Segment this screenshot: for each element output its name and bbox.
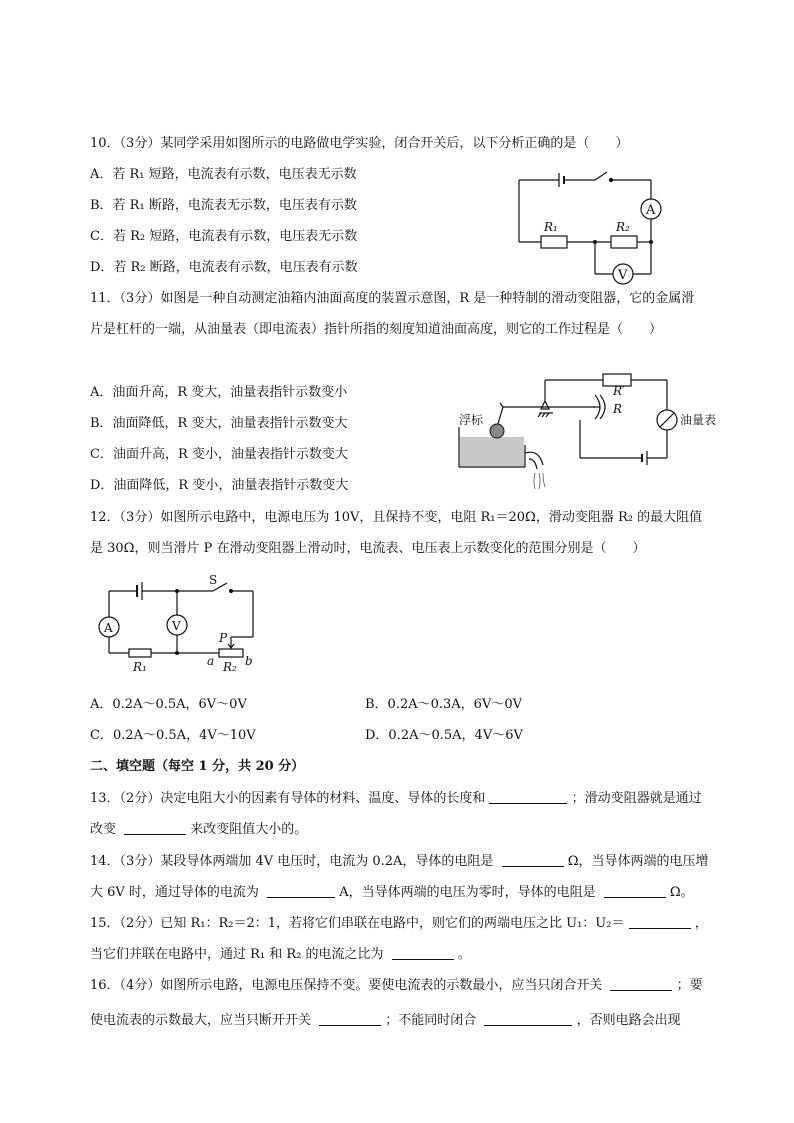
- q12-option-d[interactable]: D．0.2A～0.5A，4V～6V: [365, 728, 523, 743]
- q11-option-d[interactable]: D．油面降低，R 变小，油量表指针示数变大: [90, 478, 349, 493]
- q14-text-1: 14．（3分）某段导体两端加 4V 电压时，电流为 0.2A，导体的电阻是: [90, 854, 494, 869]
- q11-option-b[interactable]: B．油面降低，R 变大，油量表指针示数变大: [90, 416, 348, 431]
- q13-blank-2[interactable]: [124, 820, 186, 835]
- q15-line2: [90, 945, 471, 964]
- q16-blank-1[interactable]: [610, 976, 672, 991]
- q11-meter-label: 油量表: [680, 413, 717, 427]
- q10-ammeter-label: A: [646, 203, 656, 218]
- q14-blank-1[interactable]: [502, 852, 564, 867]
- q15-text-2: ，: [694, 916, 708, 931]
- q11-oil-gauge-figure: [455, 375, 725, 495]
- q12-stem-line2: 是 30Ω，则当滑片 P 在滑动变阻器上滑动时，电流表、电压表上示数变化的范围分别是（ ）: [90, 541, 646, 556]
- q13-text-3: 改变: [90, 822, 117, 837]
- q15-text-3: 当它们并联在电路中，通过 R₁ 和 R₂ 的电流之比为: [90, 947, 384, 962]
- q12-b-end-label: b: [245, 654, 253, 668]
- q11-option-c[interactable]: C．油面升高，R 变小，油量表指针示数变大: [90, 447, 348, 462]
- q10-r2-label: R₂: [616, 220, 630, 234]
- q14-text-2: Ω，当导体两端的电压增: [567, 854, 709, 869]
- q10-r1-label: R₁: [544, 220, 558, 234]
- q13-text-4: 来改变阻值大小的。: [190, 822, 308, 837]
- q16-line2: [90, 1011, 681, 1030]
- q12-r1-label: R₁: [133, 660, 147, 674]
- q14-blank-2[interactable]: [267, 883, 335, 898]
- q16-text-3: 使电流表的示数最大，应当只断开开关: [90, 1013, 312, 1028]
- q12-ammeter-label: A: [104, 621, 113, 635]
- q16-text-2: ；要: [676, 978, 703, 993]
- q14-text-5: Ω。: [669, 885, 694, 900]
- q12-circuit-figure: [95, 575, 265, 675]
- q15-text-4: 。: [457, 947, 471, 962]
- q12-r2-label: R₂: [223, 660, 237, 674]
- q10-stem: 10．（3分）某同学采用如图所示的电路做电学实验，闭合开关后，以下分析正确的是（ ）: [90, 136, 629, 151]
- q12-switch-label: S: [209, 573, 218, 587]
- q10-option-d[interactable]: D．若 R₂ 断路，电流表有示数，电压表有示数: [90, 260, 358, 275]
- q13-line1: [90, 789, 702, 808]
- q12-option-b[interactable]: B．0.2A～0.3A，6V～0V: [365, 697, 522, 712]
- q16-blank-3[interactable]: [484, 1011, 572, 1026]
- q12-a-end-label: a: [207, 654, 215, 668]
- q12-option-c[interactable]: C．0.2A～0.5A，4V～10V: [90, 728, 256, 743]
- q11-r-label: R: [613, 402, 623, 416]
- q12-voltmeter-label: V: [172, 619, 181, 633]
- q14-text-4: A，当导体两端的电压为零时，导体的电阻是: [339, 885, 596, 900]
- q16-line1: [90, 976, 703, 995]
- q11-stem-line1: 11．（3分）如图是一种自动测定油箱内油面高度的装置示意图，R 是一种特制的滑动变阻器，它的金属滑: [90, 291, 695, 306]
- q16-text-1: 16．（4分）如图所示电路，电源电压保持不变。要使电流表的示数最小，应当只闭合开关: [90, 978, 603, 993]
- q15-line1: [90, 914, 708, 933]
- q11-option-a[interactable]: A．油面升高，R 变大，油量表指针示数变小: [90, 385, 348, 400]
- q13-line2: [90, 820, 307, 839]
- q14-blank-3[interactable]: [604, 883, 666, 898]
- q12-p-label: P: [219, 631, 228, 645]
- q14-line2: [90, 883, 694, 902]
- q12-option-a[interactable]: A．0.2A～0.5A，6V～0V: [90, 697, 247, 712]
- q10-option-c[interactable]: C．若 R₂ 短路，电流表有示数，电压表无示数: [90, 229, 358, 244]
- q10-option-a[interactable]: A．若 R₁ 短路，电流表有示数，电压表无示数: [90, 167, 357, 182]
- section-2-title: 二、填空题（每空 1 分，共 20 分）: [90, 759, 305, 774]
- q10-voltmeter-label: V: [618, 268, 628, 283]
- q10-circuit-figure: [515, 170, 660, 283]
- q11-float-label: 浮标: [459, 413, 484, 427]
- q16-text-5: ，否则电路会出现: [576, 1013, 681, 1028]
- q15-text-1: 15．（2分）已知 R₁：R₂＝2：1，若将它们串联在电路中，则它们的两端电压之比 U₁：U₂＝: [90, 916, 625, 931]
- q16-blank-2[interactable]: [319, 1011, 381, 1026]
- q13-text-2: ；滑动变阻器就是通过: [571, 791, 702, 806]
- q13-text-1: 13．（2分）决定电阻大小的因素有导体的材料、温度、导体的长度和: [90, 791, 486, 806]
- q11-rprime-label: R′: [613, 384, 625, 398]
- q12-stem-line1: 12．（3分）如图所示电路中，电源电压为 10V，且保持不变，电阻 R₁＝20Ω，滑动变阻器 R₂ 的最大阻值: [90, 510, 703, 525]
- q15-blank-1[interactable]: [629, 914, 691, 929]
- q11-stem-line2: 片是杠杆的一端，从油量表（即电流表）指针所指的刻度知道油面高度，则它的工作过程是（ ）: [90, 322, 663, 337]
- q13-blank-1[interactable]: [489, 789, 567, 804]
- q16-text-4: ；不能同时闭合: [385, 1013, 477, 1028]
- q10-option-b[interactable]: B．若 R₁ 断路，电流表无示数，电压表有示数: [90, 198, 357, 213]
- q14-text-3: 大 6V 时，通过导体的电流为: [90, 885, 259, 900]
- q14-line1: [90, 852, 709, 871]
- q15-blank-2[interactable]: [392, 945, 454, 960]
